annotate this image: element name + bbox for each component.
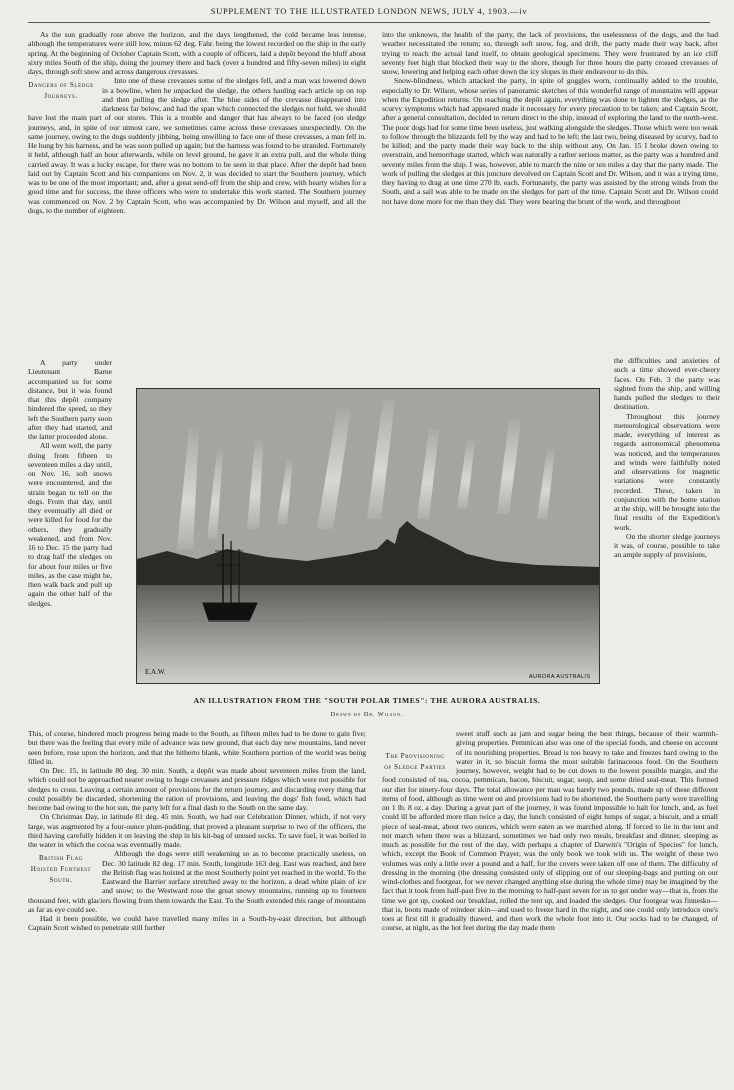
paragraph: into the unknown, the health of the party, the lack of provisions, the uselessness of the dogs, and the bad weather necessitated the return; so, through soft snow, fog, and drift, the party made their way back, after trying to reach the actual land itself, to obtain geological specimens. They were frustrated by an ice cliff seventy feet high that blocked their way to the shore, though for three hours the party crossed crevasses of snow, lowering and helping each other down the icy slopes in their endeavour to do this. — [382, 30, 718, 76]
left-column-bottom — [28, 729, 366, 1085]
right-narrow-column — [614, 356, 720, 736]
running-header: SUPPLEMENT TO THE ILLUSTRATED LONDON NEWS, JULY 4, 1903.—iv — [210, 6, 528, 16]
paragraph: All went well, the party doing from fifteen to seventeen miles a day until, on Nov. 16, soft snows were encountered, and the strain began to tell on the dogs. From that day, until they eventually all died or were killed for food for the others, they gradually weakened, and from Nov. 16 to Dec. 15 the party had to drag half the sledges on for about four miles or five miles, as the case might be, then walk back and pull up again the other half of the sledges. — [28, 441, 112, 608]
paragraph: On Dec. 15, in latitude 80 deg. 30 min. South, a depôt was made about seventeen miles from the land, which could not be approached nearer owing to huge crevasses and pressure ridges which were not possible for sledges to cross. Leaving a certain amount of provisions for the return journey, and discarding every thing that could possibly be discarded, shortening the ration of provisions, and leaving the dogs' fish food, which had become bad owing to the hot sun, the party left for a final dash to the South on the same day. — [28, 766, 366, 812]
paragraph: As the sun gradually rose above the horizon, and the days lengthened, the cold became less intense, although the temperatures were still low, minus 62 deg. Fahr. being the lowest recorded on the ship in the early spring. At the beginning of October Captain Scott, with a couple of officers, laid a depôt beyond the bluff about sixty miles South of the ship, doing the journey there and back (over a hundred and fifty-seven miles) in eight days, through soft snow and across dangerous crevasses. — [28, 30, 366, 76]
aurora-illustration — [136, 388, 600, 684]
paragraph: the difficulties and anxieties of such a time showed ever-cheery faces. On Feb. 3 the party was sighted from the ship, and willing hands pulled the sledges to their destination. — [614, 356, 720, 412]
paragraph: Snow-blindness, which attacked the party, in spite of goggles worn, continually added to the trouble, especially to Dr. Wilson, whose series of panoramic sketches of this wonderful range of mountains will appear when the Expedition returns. On reaching the depôt again, everything was done to lighten the sledges, as the scurvy symptoms which had appeared made it necessary for every precaution to be taken; and Captain Scott, after a general consultation, decided to return direct to the ship, instead of exploring the land to the north-west. The poor dogs had for some time been useless, just walking alongside the sledges. Those which were too weak to follow through the blizzards fell by the way and had to be left; the last two, being diseased by scurvy, had to be killed; and the party made their way back to the ship without any. On Jan. 15 I broke down owing to overstrain, and hemorrhage started, which was naturally a rather serious matter, as the party was a hundred and seventy miles from the ship. I was, however, able to march the nine or ten miles a day that the party made. The work of pulling the sledges at this juncture devolved on Captain Scott and Dr. Wilson, and it was a trying time, they having to drag at one time 270 lb. each. Fortunately, the party was assisted by the strong winds from the South, and a sail was able to be made on the sledges for part of the time. Captain Scott and Dr. Wilson could not have done more for me than they did. They were bearing the brunt of the work, and throughout — [382, 76, 718, 206]
figure-caption: AN ILLUSTRATION FROM THE "SOUTH POLAR TIMES": THE AURORA AUSTRALIS. — [193, 696, 541, 705]
sidenote-provisioning: The Provisioning of Sledge Parties — [384, 752, 446, 771]
left-narrow-column — [28, 358, 112, 730]
paragraph: On Christmas Day, in latitude 81 deg. 45 min. South, we had our Celebration Dinner, which, if not very large, was augmented by a four-ounce plum-pudding, that proved a pleasant surprise to two of the officers, the third having carefully hidden it on leaving the ship in his kit-bag of unused socks. To save fuel, it was boiled in the water in which the cocoa was eventually made. — [28, 812, 366, 849]
sidenote-flag: British Flag Hoisted Furthest South. — [30, 854, 92, 885]
paragraph: sweet stuff such as jam and sugar being the best things, because of their warmth-giving properties. Pemmican also was one of the special foods, and cheese on account of its nourishing properties. Bread is too heavy to take and freezes hard owing to the water in it, so biscuit forms the most suitable farinaceous food. On the Southern journey, however, weight had to be cut down to the lowest possible margin, and the food consisted of tea, cocoa, pemmican, bacon, biscuit, sugar, soup, and some dried seal-meat. This formed our diet for ninety-four days. The total allowance per man was barely two pounds, made up of these different items of food, although as time went on and provisions had to be shortened, the Southern party were travelling on 1 lb. 8 oz. a day. During a great part of the journey, it was found impossible to halt for lunch, and, as fuel could ill be afforded more than twice a day, the lunch consisted of eight lumps of sugar, a biscuit, and a small piece of seal-meat, about two ounces, which were eaten as we marched along. If forced to lie in the tent and not march when there was a blizzard, sometimes we had only two meals, breakfast and dinner, sleeping as much as possible for the rest of the day, with perhaps a chapter of Darwin's "Origin of Species" for lunch, which, except the Book of Common Prayer, was the only book we took with us. The weight of these two volumes was only a little over a pound and a half, for the covers were taken off one of them. The difficulty of dressing in the morning (the dressing consisted only of slipping out of our sleeping-bags and putting on our wind-clothes and footgear, for we never changed anything else during the whole time) may be imagined by the fact that it took from half-past five in the morning to half-past seven for us to get under way—that is, from the time we got up, cooked our breakfast, rolled the tent up, and loaded the sledges. Our footgear was finnesko—that is, boots made of reindeer skin—and used to freeze hard in the night, and one could only introduce one's toes at first till it gradually thawed, and then work the whole foot into it. Our socks had to be changed, of course, at night, as the hot feet during the day made them — [382, 729, 718, 933]
ice-foreground — [137, 585, 599, 683]
sidenote-dangers: Dangers of Sledge Journeys. — [28, 81, 94, 101]
paragraph: Into one of these crevasses some of the sledges fell, and a man was lowered down in a bowline, when he unpacked the sledge, the others hauling each article up on top and then pulling the sledge after. The blue sides of the crevasse disappeared into darkness far below, and had the span which connected the sledges not held, we should have lost the main part of our stores. This is a trouble and danger that has always to be faced (on sledge journeys, and, in spite of our utmost care, we sometimes came across these crevasses unexpectedly. On the same journey, owing to the dogs suddenly jibbing, being unwilling to face one of these crevasses, a man fell in. He hung by his harness, and he was soon pulled up again; but the harness was found to be stranded. Fortunately it held, although half an hour afterwards, while on level ground, he gave it an extra pull, and the whole thing carried away. It was a lucky escape, for there was no bottom to be seen in that place. After the depôt had been laid out by Captain Scott and his companions on Nov. 2, it was decided to start the Southern journey, which was to be one of the most important; and, after a great send-off from the ship and crew, with hearty wishes for a good time and for success, the three officers who were to undertake this work started. The Southern journey was commenced on Nov. 2 by Captain Scott, who was accompanied by Dr. Wilson and myself, and all the dogs, to the number of eighteen. — [28, 76, 366, 215]
right-column-bottom — [382, 729, 718, 1085]
paragraph: Throughout this journey meteorological observations were made, everything of interest as regards astronomical phenomena was noticed, and the temperatures and winds were faithfully noted and observations for magnetic variations were constantly recorded. These, taken in conjunction with the home station at the ship, will be brought into the final results of the Expedition's work. — [614, 411, 720, 532]
paragraph: Although the dogs were still weakening so as to become practically useless, on Dec. 30 latitude 82 deg. 17 min. South, longitude 163 deg. East was reached, and here the British flag was hoisted at the most Southerly point yet reached in the world. To the Eastward the Barrier surface stretched away to the horizon, a dead white plain of ice and snow; to the Westward rose the great snowy mountains, running up to fourteen thousand feet, with glaciers flowing from them towards the East. To the South extended this range of mountains as far as eye could see. — [28, 849, 366, 914]
artist-signature: E.A.W. — [145, 668, 166, 676]
left-column-top — [28, 30, 366, 380]
paragraph: Had it been possible, we could have travelled many miles in a South-by-east direction, but although Captain Scott wished to penetrate still further — [28, 914, 366, 933]
figure-inscription: AURORA AUSTRALIS — [529, 674, 591, 680]
right-column-top — [382, 30, 718, 384]
paragraph: A party under Lieutenant Barne accompanied us for some distance, but it was found that this depôt company hindered the speed, so they left the Southern party soon after they had started, and the latter proceeded alone. — [28, 358, 112, 441]
header-rule — [28, 22, 710, 23]
paragraph: On the shorter sledge journeys it was, of course, possible to take an ample supply of provisions, — [614, 531, 720, 560]
aurora-drawing — [137, 389, 599, 683]
figure-credit: Drawn by Dr. Wilson. — [330, 711, 404, 718]
paragraph: This, of course, hindered much progress being made to the South, as fifteen miles had to be done to gain five; but there was the feeling that every mile of advance was new ground, that each day new mountains, land never seen before, rose upon the horizon, and that the hitherto blank, white Southern portion of the world was being filled in. — [28, 729, 366, 766]
